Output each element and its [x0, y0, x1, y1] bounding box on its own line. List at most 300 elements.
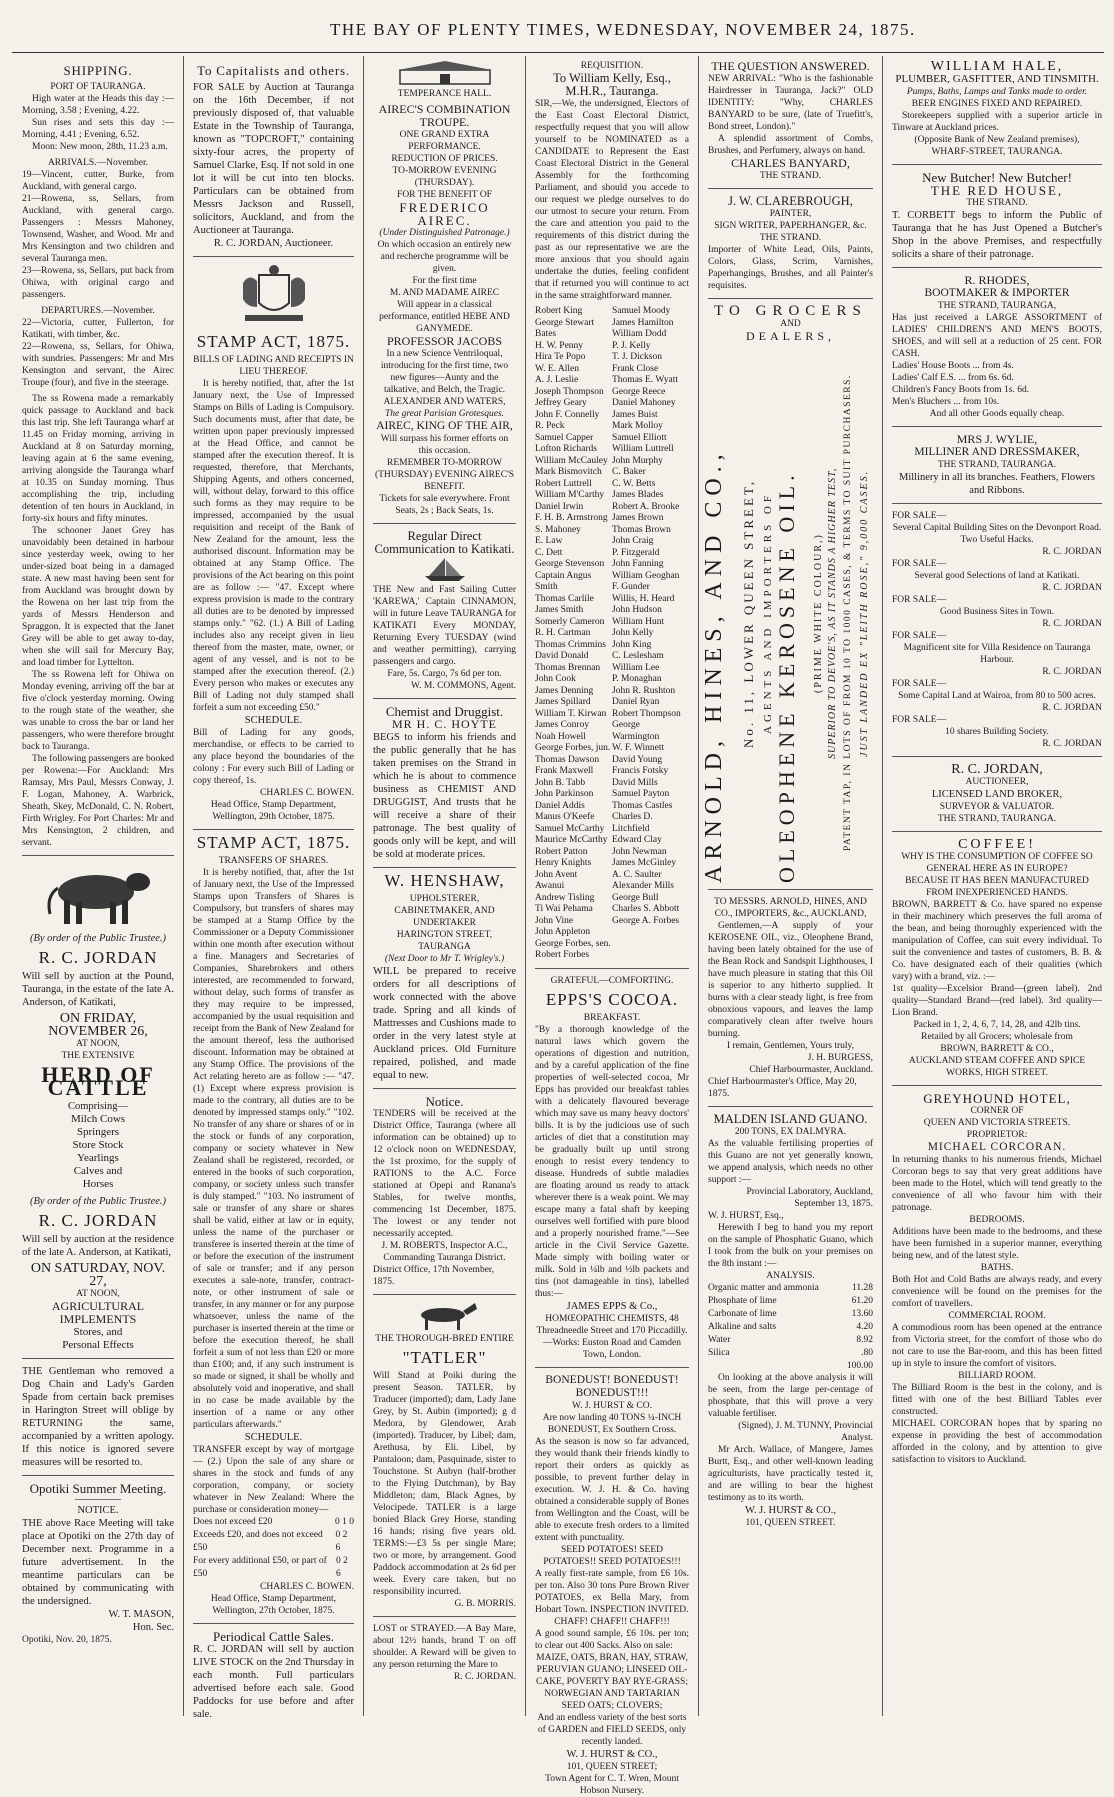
signatory-name: Daniel Addis	[535, 800, 585, 811]
prime-vertical: (PRIME WHITE COLOUR,)	[813, 533, 824, 693]
shipping-news: The schooner Janet Grey has unavoidably been detained in harbour since yesterday week, owing to her under-sized boat being in a damaged state. A new mast having been sent for from Auckland was brought down by the Rowena on her last trip from the yards of Messrs Henderson and Spraggon. It is expected that the Janet Grey will be able to get away to-day, when she will sail for Mercury Bay, and load timber for Lyttelton.	[22, 526, 174, 668]
signatory-name: Samuel Payton	[612, 789, 670, 799]
licensed-line: LICENSED LAND BROKER,	[931, 789, 1063, 800]
signatory-name: Thomas E. Wyatt	[612, 375, 679, 385]
separator	[892, 426, 1102, 427]
signatory-name: John Kelly	[612, 628, 654, 638]
baths-text: Both Hot and Cold Baths are always ready, and every convenience will be found on the premises for the comfort of travellers.	[892, 1275, 1102, 1309]
first-time-line: For the first time	[412, 276, 477, 286]
signatory-name: John Appleton	[535, 927, 591, 937]
packed-line: Packed in 1, 2, 4, 6, 7, 14, 28, and 42lb tins.	[913, 1020, 1081, 1030]
analysis-row: Alkaline and salts 4.20	[708, 1322, 873, 1332]
signatory-name: Ti Wai Pehama	[535, 904, 593, 914]
appear-line: Will appear in a classical performance, entitled HEBE AND GANYMEDE.	[379, 300, 510, 334]
schedule-text: TRANSFER except by way of mortgage— (2.) Upon the sale of any share or shares in the stock and funds of any corporation, company, or society whatever in New Zealand: Where the purchase or consideration money—	[193, 1445, 354, 1515]
town-agent: Town Agent for C. T. Wren, Mount Hobson Nursery.	[545, 1773, 679, 1796]
analysis-table	[708, 1282, 873, 1360]
signatory-name: Robert Forbes	[535, 950, 590, 960]
signatory-name: James Spillard	[535, 697, 591, 707]
signatory-name: Thomas Brennan	[535, 662, 601, 673]
corcoran-text: In returning thanks to his numerous friends, Michael Corcoran begs to say that very great additions have been made to the Hotel, which will tend greatly to the convenience of all who favour him with their patronage.	[892, 1155, 1102, 1213]
corcoran-name: MICHAEL CORCORAN.	[927, 1141, 1067, 1153]
butcher-heading: New Butcher! New Butcher!	[922, 170, 1072, 185]
wylie-name: MRS J. WYLIE,	[956, 432, 1038, 446]
cattle-item: Milch Cows	[70, 1113, 126, 1125]
signatory-name: Jeffrey Geary	[535, 398, 587, 408]
arrivals-heading: ARRIVALS.—November.	[47, 158, 149, 168]
grotesques-line: The great Parisian Grotesques.	[384, 409, 505, 419]
patronage-line: (Under Distinguished Patronage.)	[379, 228, 510, 238]
signatories	[535, 306, 689, 962]
beer-line: BEER ENGINES FIXED AND REPAIRED.	[911, 99, 1083, 109]
signatory-name: John F. Connelly	[535, 409, 600, 420]
requisition-heading: REQUISITION.	[580, 61, 644, 71]
for-sale-item: FOR SALE— Some Capital Land at Wairoa, from 80 to 500 acres. R. C. JORDAN	[892, 679, 1102, 713]
wharf-line: WHARF-STREET, TAURANGA.	[931, 147, 1063, 157]
signatory-name: Charles D. Litchfield	[612, 812, 653, 834]
signatory-name: W. E. Allen	[535, 363, 579, 374]
clarebrough-name: J. W. CLAREBROUGH,	[728, 194, 853, 208]
question-heading: THE QUESTION ANSWERED.	[711, 59, 870, 73]
notice-heading: NOTICE.	[77, 1505, 119, 1516]
fee-row: Exceeds £20, and does not exceed £50 0 2 6	[193, 1530, 348, 1553]
bonedust-heading: BONEDUST! BONEDUST! BONEDUST!!!	[545, 1373, 679, 1399]
queen-victoria: QUEEN AND VICTORIA STREETS.	[923, 1118, 1071, 1128]
column-divider	[525, 56, 526, 1716]
wylie-strand: THE STRAND, TAURANGA.	[937, 460, 1057, 470]
signatory-name: Alexander Mills	[612, 881, 675, 891]
signatory-name: Noah Howell	[535, 731, 586, 742]
masthead	[0, 0, 1114, 56]
separator	[193, 1623, 354, 1624]
commercial-heading: COMMERCIAL ROOM.	[948, 1311, 1046, 1321]
opotiki-date: Opotiki, Nov. 20, 1875.	[22, 1635, 112, 1645]
signatory-name: C. Leslesham	[612, 651, 664, 661]
race-text: THE above Race Meeting will take place at Opotiki on the 27th day of December next. Programme in a future advertisement. In the meantime particulars can be obtained by communicating with the undersigned.	[22, 1518, 174, 1607]
for-sale-list	[892, 510, 1102, 750]
banyard-name: CHARLES BANYARD,	[731, 156, 850, 170]
signatory-name: John Newman	[612, 846, 667, 857]
opotiki-heading: Opotiki Summer Meeting.	[29, 1481, 167, 1496]
hopes-text: MICHAEL CORCORAN hopes that by sparing no expense in providing the best of accommodation afforded in the colony, and by attention to give satisfaction to visitors to Auckland.	[892, 1419, 1102, 1465]
signatory-name: Robert King	[535, 306, 583, 316]
harington-line: HARINGTON STREET, TAURANGA	[396, 930, 493, 952]
auction-time: AT NOON,	[76, 1039, 120, 1049]
epps-text: "By a thorough knowledge of the natural laws which govern the operations of digestion and nutrition, and by a careful application of the fine properties of well-selected cocoa, Mr Epps has provided our breakfast tables with a delicately flavoured beverage which may save us many heavy doctors' bills. It is by the judicious use of such articles of diet that a constitution may be gradually built up until strong enough to resist every tendency to disease. Hundreds of subtle maladies are floating around us ready to attack wherever there is a weak point. We may escape many a fatal shaft by keeping ourselves well fortified with pure blood and a properly nourished frame."—See article in the Civil Service Gazette. Made simply with boiling water or milk. Sold in ¼lb and ½lb packets and tins (not damageable in tins), labelled thus:—	[535, 1024, 689, 1299]
commercial-text: A commodious room has been opened at the entrance from Victoria street, for the comfort of those who do not care to use the Bar-room, and this has been fitted up in style to insure the comfort of visitors.	[892, 1323, 1102, 1369]
boots-item: Children's Fancy Boots from 1s. 6d.	[892, 385, 1030, 395]
periodical-heading: Periodical Cattle Sales.	[213, 1629, 334, 1644]
signatory-name: William Dodd	[612, 329, 667, 339]
separator	[75, 1499, 121, 1500]
to-messrs: TO MESSRS. ARNOLD, HINES, AND CO., IMPORTERS, &c., AUCKLAND,	[714, 897, 867, 919]
bootmaker-line: BOOTMAKER & IMPORTER	[924, 287, 1070, 299]
head-office: Head Office, Stamp Department, Wellington, 29th October, 1875.	[210, 800, 337, 822]
column-divider	[363, 56, 364, 1716]
auction-date: ON FRIDAY, NOVEMBER 26,	[48, 1011, 148, 1039]
auctioneer-sign: R. C. JORDAN, Auctioneer.	[213, 238, 334, 249]
auction-time: AT NOON,	[76, 1289, 120, 1299]
chaff-heading: CHAFF! CHAFF!! CHAFF!!!	[554, 1616, 670, 1627]
separator	[373, 1088, 516, 1089]
arrival-item: 23—Rowena, ss, Sellars, put back from Ohiwa, with original cargo and passengers.	[22, 266, 174, 300]
signatory-name: F. Gunder	[612, 582, 650, 592]
troupe-heading: AIREC'S COMBINATION TROUPE.	[378, 102, 511, 129]
port-heading: PORT OF TAURANGA.	[50, 82, 146, 92]
performance-line: ONE GRAND EXTRA PERFORMANCE.	[399, 130, 490, 152]
signatory-name: George Warmington	[612, 720, 660, 742]
auction-extensive: THE EXTENSIVE	[61, 1051, 135, 1061]
signatory-name: George Forbes, jun.	[535, 743, 611, 753]
maize-line: MAIZE, OATS, BRAN, HAY, STRAW, PERUVIAN GUANO; LINSEED OIL-CAKE, POVERTY BAY RYE-GRASS; NORWEGIAN AND TARTARIAN SEED OATS; CLOVERS;	[536, 1652, 688, 1711]
signatory-name: David Mills	[612, 777, 658, 788]
signatory-name: Edward Clay	[612, 835, 662, 845]
harbour-office: Chief Harbourmaster's Office, May 20, 1875.	[708, 1077, 857, 1099]
lab-line: Provincial Laboratory, Auckland, September 13, 1875.	[746, 1187, 873, 1209]
because-line: BECAUSE IT HAS BEEN MANUFACTURED FROM INEXPERIENCED HANDS.	[905, 876, 1089, 898]
billiard-heading: BILLIARD ROOM.	[958, 1371, 1036, 1381]
comprising: Comprising—	[67, 1101, 129, 1112]
signatory-name: C. Baker	[612, 467, 646, 477]
upholsterer-line: UPHOLSTERER, CABINETMAKER, AND UNDERTAKER	[394, 894, 495, 928]
qualities-text: 1st quality—Excelsior Brand—(green label). 2nd quality—Standard Brand—(red label). 3rd quality—Lion Brand.	[892, 984, 1102, 1018]
sign-line: SIGN WRITER, PAPERHANGER, &c.	[714, 221, 867, 231]
grocers-heading: TO GROCERS	[714, 303, 867, 319]
tenders-text: TENDERS will be received at the District Office, Tauranga (where all information can be obtained) up to 12 o'clock noon on WEDNESDAY, the 1st proximo, for the supply of RATIONS to the A.C. Force stationed at Opepi and Ranana's Stables, for twelve months, commencing 1st December, 1875. The lowest or any tender not necessarily accepted.	[373, 1109, 516, 1239]
stamp-act-heading: STAMP ACT, 1875.	[196, 332, 351, 351]
herd-heading: HERD OF CATTLE	[41, 1062, 155, 1100]
fee-row: Does not exceed £20 0 1 0	[193, 1517, 354, 1527]
commissioner: CHARLES C. BOWEN.	[260, 788, 354, 798]
signatory-name: George Bull	[612, 892, 659, 903]
surveyor-line: SURVEYOR & VALUATOR.	[939, 802, 1055, 812]
queen-street-vertical: No. 11, LOWER QUEEN STREET,	[741, 478, 756, 748]
bills-heading: BILLS OF LADING AND RECEIPTS IN LIEU THEREOF.	[193, 355, 354, 377]
plumber-line: PLUMBER, GASFITTER, AND TINSMITH.	[895, 73, 1099, 85]
temperance-heading: TEMPERANCE HALL.	[397, 89, 492, 99]
tatler-text: Will Stand at Poiki during the present Season. TATLER, by Traducer (imported); dam, Lady Jane Grey, by St. Aubin (imported); g d Medora, by Glendower, Arab (imported). Traducer, by Libel; dam, Arethusa, by Eli. Libel, by Pantaloon; dam, Pasquinade, sister to Touchstone. St Aubyn (half-brother to the Flying Dutchman), by Bay Middleton; dam, Black Agnes, by Velocipede. TATLER is a large bonied Black Grey Horse, standing 16 hands; rising five years old. TERMS:—£3 5s per single Mare; two or more, by arrangement. Good Paddock accommodation at 2s 6d per week. Every care taken, but no responsibility incurred.	[373, 1371, 516, 1597]
column-temperance	[365, 56, 524, 1712]
signatory-name: James Brown	[612, 513, 664, 523]
separator	[708, 889, 873, 890]
surpass-line: Will surpass his former efforts on this occasion.	[380, 434, 509, 456]
signatory-name: Frank Close	[612, 363, 659, 374]
morris-sign: G. B. MORRIS.	[454, 1599, 516, 1609]
hurst-sign: W. J. HURST & CO.,	[744, 1505, 837, 1516]
signatory-name: R. Peck	[535, 421, 565, 431]
signatory-name: Somerly Cameron	[535, 616, 605, 627]
separator	[708, 188, 873, 189]
analysis-row: Carbonate of lime 13.60	[708, 1309, 873, 1319]
separator	[373, 867, 516, 868]
signatory-name: F. H. B. Armstrong	[535, 513, 608, 523]
pumps-line: Pumps, Baths, Lamps and Tanks made to order.	[906, 87, 1088, 97]
agents-vertical: AGENTS AND IMPORTERS OF	[762, 492, 774, 734]
chaff-text: A good sound sample, £6 10s. per ton; to clear out 400 Sacks. Also on sale:	[535, 1628, 689, 1651]
shipping-news: The ss Rowena left for Ohiwa on Monday evening, arriving off the bar at five o'clock yesterday morning. Owing to the rough state of the weather, she was unable to cross the bar or land her passengers, who were therefore brought back to Tauranga.	[22, 670, 174, 752]
breakfast-line: BREAKFAST.	[583, 1012, 641, 1023]
signatory-name: Maurice McCarthy	[535, 835, 608, 845]
signatory-name: C. Dett	[535, 547, 563, 558]
question-text: NEW ARRIVAL: "Who is the fashionable Hairdresser in Tauranga, Jack?" OLD IDENTITY: "Why, CHARLES BANYARD to be sure, (late of Truefitt's, Bond street, London)."	[708, 74, 873, 132]
secretary-title: Hon. Sec.	[132, 1622, 174, 1633]
topcroft-text: FOR SALE by Auction at Tauranga on the 16th December, if not previously disposed of, that valuable Estate in the Township of Tauranga, known as "TOPCROFT," containing sixty-four acres, the property of Samuel Clarke, Esq. If not sold in one lot it will be cut into ten blocks. Particulars can be obtained from Messrs Jackson and Russell, solicitors, Auckland, and from the Auctioneer at Tauranga.	[193, 82, 354, 236]
analysis-total: 100.00	[846, 1361, 873, 1371]
jordan-name: R. C. JORDAN,	[951, 762, 1043, 777]
opposite-line: (Opposite Bank of New Zealand premises),	[914, 135, 1080, 145]
cow-illustration	[22, 862, 174, 932]
rhodes-name: R. RHODES,	[964, 273, 1030, 287]
signatory-name: Robert A. Brooke	[612, 501, 680, 512]
signatory-name: William M'Carthy	[535, 490, 605, 500]
transfer-text: It is hereby notified, that, after the 1st of January next, the Use of the Impressed Stamps upon Transfers of Shares is Compulsory, but transfers of shares may be stamped at a Stamp Office by the Commissioner or a Deputy Commissioner within one month after execution without a fine. Managers and Secretaries of Companies, Sharebrokers and others interested, are recommended to forward, without delay, such forms of transfer as they may require to be impressed, accompanied by the usual requisition and receipt from the Bank of New Zealand for the amount thereof, less the authorised discount. Information may be obtained at any Stamp Office. The provisions of the Act relating hereto are as follow :— "47. (1) Except where express provision is made to the contrary, all duties are to be denoted by impressed stamps only." "102. No transfer of any share or shares of or in the stock or funds of any corporation, company or society whatever in New Zealand shall be registered, recorded, or entered in the books of such corporation, company, or society unless such transfer is duly stamped." "103. No instrument of sale or transfer of any share or shares shall be valid, either at law or in equity, unless the name of the purchaser or transferee is inserted therein at the time of or before the execution of the instrument of sale or transfer; and if any person executes a sale-note, transfer, contract-note, or other instrument of sale or transfer, in any manner or for any purpose whatsoever, unless the name of the purchaser is inserted therein at the time or before the execution thereof, he shall forfeit a sum of not less than £20 or more than £100; and, if any such instrument is so made or signed, it shall be wholly and absolutely void and inoperative, and shall in no case be made available by the insertion of a name or any other particulars afterwards."	[193, 868, 354, 1430]
brown-text: BROWN, BARRETT & Co. have spared no expense in their machinery which preserves the full aroma of the bean, and being thoroughly experienced with the manipulation of Coffee, can suit every individual. To suit the convenience and tastes of customers, B. B. & Co. have designated each of their qualities (which vary) with a brand, viz. :—	[892, 900, 1102, 982]
coffee-heading: COFFEE!	[958, 837, 1036, 852]
kerosene-advert	[701, 343, 873, 883]
signatory-name: C. W. Betts	[612, 478, 656, 489]
cattle-item: Calves and	[73, 1165, 123, 1177]
schedule-heading: SCHEDULE.	[244, 1432, 303, 1443]
for-sale-item: FOR SALE— Good Business Sites in Town. R. C. JORDAN	[892, 595, 1102, 629]
greyhound-heading: GREYHOUND HOTEL,	[923, 1091, 1071, 1106]
signatory-name: James Buist	[612, 409, 658, 420]
dealers-heading: DEALERS,	[746, 329, 835, 343]
remember-line: REMEMBER TO-MORROW (THURSDAY) EVENING AIREC'S BENEFIT.	[374, 458, 515, 492]
why-line: WHY IS THE CONSUMPTION OF COFFEE SO GENERAL HERE AS IN EUROPE?	[901, 852, 1093, 874]
jordan-strand: THE STRAND, TAURANGA.	[937, 814, 1057, 824]
hoyte-text: BEGS to inform his friends and the public generally that he has taken premises on the Strand in which he is about to commence business as CHEMIST AND DRUGGIST, And trusts that he will receive a share of their patronage. The best quality of goods only will be kept, and will be sold at moderate prices.	[373, 732, 516, 860]
signatory-name: Willis, H. Heard	[612, 593, 675, 604]
signatory-name: Mark Molloy	[612, 421, 663, 431]
column-divider	[183, 56, 184, 1716]
signatory-name: Samuel Elliott	[612, 432, 667, 443]
separator	[22, 1358, 174, 1359]
boots-item: Ladies' Calf E.S. ... from 6s. 6d.	[892, 373, 1014, 383]
implements-heading: AGRICULTURAL IMPLEMENTS	[51, 1299, 145, 1326]
signatory-name: Henry Knights	[535, 858, 592, 868]
gate-notice: THE Gentleman who removed a Dog Chain and Lady's Garden Spade from certain back premises in Harington Street will oblige by RETURNING the same, accompanied by a written apology. If this notice is ignored severe measures will be resorted to.	[22, 1366, 174, 1468]
signatory-name: Manus O'Keefe	[535, 812, 595, 822]
signatory-name: A. J. Leslie	[535, 375, 579, 385]
shipping-heading: SHIPPING.	[63, 63, 133, 78]
boots-item: Men's Bluchers ... from 10s.	[892, 397, 1000, 407]
signatory-name: Captain Angus Smith	[535, 570, 592, 592]
signatory-name: John Murphy	[612, 455, 663, 466]
stamp-text: It is hereby notified, that, after the 1st January next, the Use of Impressed Stamps on Bills of Lading is Compulsory. Such documents must, after that date, be written upon paper previously impressed at the Head Office, and cannot be stamped after the execution thereof. It is requested, therefore, that Merchants, Shipping Agents, and others concerned, will, without delay, forward to this office such forms as they may require to be impressed, accompanied by the usual requisition and receipt of the Bank of New Zealand for the amount, less the authorised discount. Information may be obtained at any Stamp Office. The provisions of the Act bearing on this point are as follow :— "47. Except where express provision is made to the contrary all duties are to be denoted by impressed stamps only." "62. (1.) A Bill of Lading includes also any receipt given in lieu thereof from the master, mate, owner, or agent of any vessel, and is not to be stamped after the execution thereof. (2.) Every person who makes or executes any Bill of Lading not duly stamped shall forfeit a sum not exceeding £50."	[193, 379, 354, 713]
fare-line: Fare, 5s. Cargo, 7s 6d per ton.	[387, 669, 502, 679]
signatory-name: R. H. Cartman	[535, 628, 591, 638]
red-house-strand: THE STRAND.	[966, 198, 1028, 208]
signatory-name: John Cook	[535, 674, 576, 684]
henshaw-text: WILL be prepared to receive orders for all descriptions of work connected with the above trade. Spring and all kinds of Mattresses and Cushions made to order in the very latest style at Auckland prices. Old Furniture repaired, polished, and made equal to new.	[373, 966, 516, 1081]
signatory-name: Joseph Thompson	[535, 386, 604, 397]
combs-text: A splendid assortment of Combs, Brushes, and Perfumery, always on hand.	[708, 134, 873, 156]
column-question	[700, 56, 881, 1712]
garden-line: And an endless variety of the best sorts of GARDEN and FIELD SEEDS, only recently landed.	[537, 1712, 687, 1747]
signatory-name: James Conroy	[535, 720, 590, 730]
requisition-to: To William Kelly, Esq., M.H.R., Tauranga.	[553, 71, 671, 98]
signatory-name: P. J. Kelly	[612, 340, 651, 351]
auction-text: Will sell by auction at the residence of the late A. Anderson, at Katikati,	[22, 1234, 174, 1258]
importer-text: Importer of White Lead, Oils, Paints, Colors, Glass, Scrim, Varnishes, Paperhangings, Brushes, and all Painter's requisites.	[708, 245, 873, 291]
signatory-name: George Stewart Bates	[535, 317, 595, 339]
red-house: THE RED HOUSE,	[930, 183, 1064, 198]
agent-line: W. M. COMMONS, Agent.	[411, 681, 516, 691]
separator	[535, 968, 689, 969]
notice-heading: Notice.	[425, 1094, 464, 1109]
steam-line: AUCKLAND STEAM COFFEE AND SPICE WORKS, HIGH STREET.	[908, 1056, 1086, 1078]
signatory-name: Awanui	[535, 881, 565, 891]
rhodes-strand: THE STRAND, TAURANGA,	[937, 301, 1057, 311]
katikati-heading: Regular Direct Communication to Katikati.	[374, 529, 515, 556]
for-sale-item: FOR SALE— 10 shares Building Society. R. C. JORDAN	[892, 715, 1102, 749]
signatory-name: Samuel Moody	[612, 306, 671, 316]
departure-item: 22—Rowena, ss, Sellars, for Ohiwa, with sundries. Passengers: Mr and Mrs Kensington and servant, the Airec Troupe (four), and five in the steerage.	[22, 342, 174, 388]
hurst-esq: W. J. HURST, Esq.,	[708, 1211, 784, 1221]
column-hale	[884, 56, 1110, 1712]
signatory-name: John King	[612, 639, 652, 650]
letter-text: Gentlemen,—A supply of your KEROSENE OIL, viz., Oleophene Brand, having been lately obtained for the use of the Bean Rock and Sandspit Lighthouses, I have much pleasure in stating that this Oil is superior to any hitherto supplied. It burns with a clear steady light, is free from obnoxious vapours, and leaves the lamp comparatively clean after twelve hours burning.	[708, 921, 873, 1039]
column-divider	[698, 56, 699, 1716]
lost-text: LOST or STRAYED.—A Bay Mare, about 12½ hands, brand T on off shoulder. A Reward will be given to any person returning the Mare to	[373, 1624, 516, 1670]
for-sale-item: FOR SALE— Several Capital Building Sites on the Devonport Road. Two Useful Hacks. R. C. JORDAN	[892, 511, 1102, 557]
hale-name: WILLIAM HALE,	[930, 59, 1064, 74]
signed-line: (Signed), J. M. TUNNY, Provincial Analyst.	[738, 1421, 873, 1443]
cattle-item: Yearlings	[77, 1152, 119, 1164]
lost-sign: R. C. JORDAN.	[453, 1672, 516, 1682]
signatory-name: Thomas Dawson	[535, 754, 600, 765]
hurst-name: W. J. HURST & CO.	[572, 1400, 652, 1411]
for-sale-item: FOR SALE— Magnificent site for Villa Residence on Tauranga Harbour. R. C. JORDAN	[892, 631, 1102, 677]
coat-of-arms-icon	[193, 263, 354, 329]
sun-times: Sun rises and sets this day :—Morning, 4.41 ; Evening, 6.52.	[22, 118, 174, 140]
proprietor-line: PROPRIETOR:	[966, 1130, 1028, 1140]
tatler-name: "TATLER"	[402, 1348, 487, 1367]
cattle-item: Springers	[76, 1126, 120, 1138]
separator	[892, 756, 1102, 757]
jacobs-line: PROFESSOR JACOBS	[386, 334, 503, 348]
signatory-name: David Young	[612, 754, 663, 765]
hoyte-name: MR H. C. HOYTE	[391, 717, 497, 731]
superior-vertical: SUPERIOR TO DEVOE'S, AS IT STANDS A HIGHER TEST,	[827, 467, 838, 759]
auction-date: ON SATURDAY, NOV. 27,	[30, 1261, 166, 1289]
signatory-name: Andrew Tisling	[535, 892, 595, 903]
harbour-line: Chief Harbourmaster, Auckland.	[749, 1065, 873, 1075]
next-door-line: (Next Door to Mr T. Wrigley's.)	[384, 954, 505, 964]
arrival-item: 21—Rowena, ss, Sellars, from Auckland, with general cargo. Passengers : Messrs Mahoney, Townsend, Washer, and Wood. Mr and Mrs Kensington and two children and several Tauranga men.	[22, 194, 174, 264]
separator	[708, 1106, 873, 1107]
signatory-name: William T. Kirwan	[535, 708, 607, 719]
signatory-name: John Hudson	[612, 605, 662, 615]
queen-street: 101, QUEEN STREET.	[745, 1518, 836, 1528]
milliner-line: MILLINER AND DRESSMAKER,	[914, 446, 1080, 458]
signatory-name: Thomas Carlile	[535, 593, 594, 604]
roberts-sign: J. M. ROBERTS, Inspector A.C., Commanding Tauranga District.	[381, 1241, 508, 1263]
banyard-strand: THE STRAND.	[759, 171, 822, 181]
separator	[892, 1085, 1102, 1086]
remain-line: I remain, Gentlemen, Yours truly,	[726, 1041, 855, 1051]
column-capitalists	[185, 56, 362, 1720]
periodical-text: R. C. JORDAN will sell by auction LIVE STOCK on the 2nd Thursday in each month. Full particulars advertised before each sale. Good Paddocks for use before and after sale.	[193, 1644, 354, 1720]
signatory-name: William Geoghan	[612, 570, 680, 581]
tides: High water at the Heads this day :— Morning, 3.58 ; Evening, 4.22.	[22, 94, 174, 116]
signatory-name: Samuel Capper	[535, 432, 594, 443]
homeo-line: HOMŒOPATHIC CHEMISTS, 48 Threadneedle Street and 170 Piccadilly.—Works: Euston Road and Camden Town, London.	[536, 1313, 688, 1360]
tatler-heading: THE THOROUGH-BRED ENTIRE	[375, 1334, 514, 1344]
retailed-line: Retailed by all Grocers; wholesale from	[921, 1032, 1073, 1042]
auctioneer-name: R. C. JORDAN	[38, 1211, 158, 1230]
signatory-name: Charles S. Abbott	[612, 904, 680, 914]
cattle-item: Horses	[82, 1178, 114, 1190]
stores-line: Stores, and	[73, 1326, 123, 1338]
signatory-name: John Fanning	[612, 559, 664, 569]
separator	[892, 164, 1102, 165]
alex-line: ALEXANDER AND WATERS,	[383, 397, 506, 407]
arrival-item: 19—Vincent, cutter, Burke, from Auckland, with general cargo.	[22, 170, 174, 192]
masthead-rule	[12, 52, 1104, 53]
signatory-name: William Hunt	[612, 616, 665, 627]
signatory-name: John Avent	[535, 869, 578, 880]
moon-phase: Moon: New moon, 28th, 11.23 a.m.	[32, 142, 168, 152]
signatory-name: Samuel McCarthy	[535, 823, 605, 834]
transfers-heading: TRANSFERS OF SHARES.	[218, 856, 329, 866]
separator	[193, 256, 354, 257]
cattle-item: Store Stock	[72, 1139, 124, 1151]
bedrooms-heading: BEDROOMS.	[969, 1215, 1025, 1225]
signatory-name: Thomas Brown	[612, 524, 671, 535]
district-date: District Office, 17th November, 1875.	[373, 1265, 495, 1287]
signatory-name: William McCauley	[535, 455, 608, 466]
signatory-name: John Craig	[612, 536, 654, 546]
schedule-heading: SCHEDULE.	[244, 715, 303, 726]
epps-heading: EPPS'S COCOA.	[545, 989, 679, 1009]
fee-row: For every additional £50, or part of £50 0 2 6	[193, 1556, 348, 1579]
signatory-name: Robert Patton	[535, 846, 588, 857]
storekeepers-line: Storekeepers supplied with a superior article in Tinware at Auckland prices.	[892, 111, 1102, 133]
separator	[373, 1294, 516, 1295]
auctioneer-name: R. C. JORDAN	[38, 948, 158, 967]
baths-heading: BATHS.	[980, 1263, 1014, 1273]
tickets-line: Tickets for sale everywhere. Front Seats, 2s ; Back Seats, 1s.	[379, 494, 510, 516]
signatories-right	[612, 306, 689, 962]
horse-icon	[373, 1301, 516, 1333]
bone-text: As the season is now so far advanced, they would thank their friends kindly to report their orders as quickly as possible, to prevent further delay in execution. W. J. H. & Co. having obtained a considerable supply of Bones from Wellington and the Coast, will be able to execute fresh orders to a limited extent with punctuality.	[535, 1436, 689, 1543]
corbett-text: T. CORBETT begs to inform the Public of Tauranga that he has Just Opened a Butcher's Shop in the above Premises, and respectfully solicits a share of their patronage.	[892, 210, 1102, 260]
separator	[373, 698, 516, 699]
signatory-name: John Vine	[535, 915, 574, 926]
signatory-name: Frank Maxwell	[535, 766, 594, 776]
commissioner: CHARLES C. BOWEN.	[260, 1582, 354, 1592]
signatory-name: George A. Forbes	[612, 915, 680, 926]
head-office: Head Office, Stamp Department, Wellington, 27th October, 1875.	[210, 1594, 337, 1616]
signatory-name: Thomas Crimmins	[535, 639, 606, 650]
millinery-line: Millinery in all its branches. Feathers, Flowers and Ribbons.	[899, 472, 1095, 496]
analysis-row: Water 8.92	[708, 1335, 873, 1345]
karewa-text: THE New and Fast Sailing Cutter 'KAREWA,' Captain CINNAMON, will in future Leave TAURANGA for KATIKATI Every MONDAY, Returning Every TUESDAY (wind and weather permitting), carrying passengers and cargo.	[373, 585, 516, 667]
signatory-name: John Parkinson	[535, 789, 594, 799]
analysis-row: Silica .80	[708, 1348, 873, 1358]
benefit-line: FOR THE BENEFIT OF	[397, 190, 492, 200]
auction-text: Will sell by auction at the Pound, Tauranga, in the estate of the late A. Anderson, of Katikati,	[22, 971, 174, 1008]
seed-heading: SEED POTATOES! SEED POTATOES!! SEED POTATOES!!!	[543, 1544, 681, 1567]
clarebrough-strand: THE STRAND.	[759, 233, 822, 243]
shipping-news: The ss Rowena made a remarkably quick passage to Auckland and back this last trip. She left Tauranga wharf at 11.45 on Friday morning, arriving in Auckland at 8 on Saturday morning, leaving again at 6 the same evening, arriving alongside the Tauranga wharf at 10.35 on Sunday morning. Thus accomplishing the trip, including detention of ten hours in Auckland, in forty-six hours and fifty minutes.	[22, 394, 174, 524]
landing-line: Are now landing 40 TONS ¼-INCH BONEDUST, Ex Southern Cross.	[542, 1412, 682, 1435]
signatory-name: George Forbes, sen.	[535, 938, 611, 949]
king-line: AIREC, KING OF THE AIR,	[376, 420, 513, 432]
column-divider	[882, 56, 883, 1716]
and-line: AND	[780, 319, 801, 329]
